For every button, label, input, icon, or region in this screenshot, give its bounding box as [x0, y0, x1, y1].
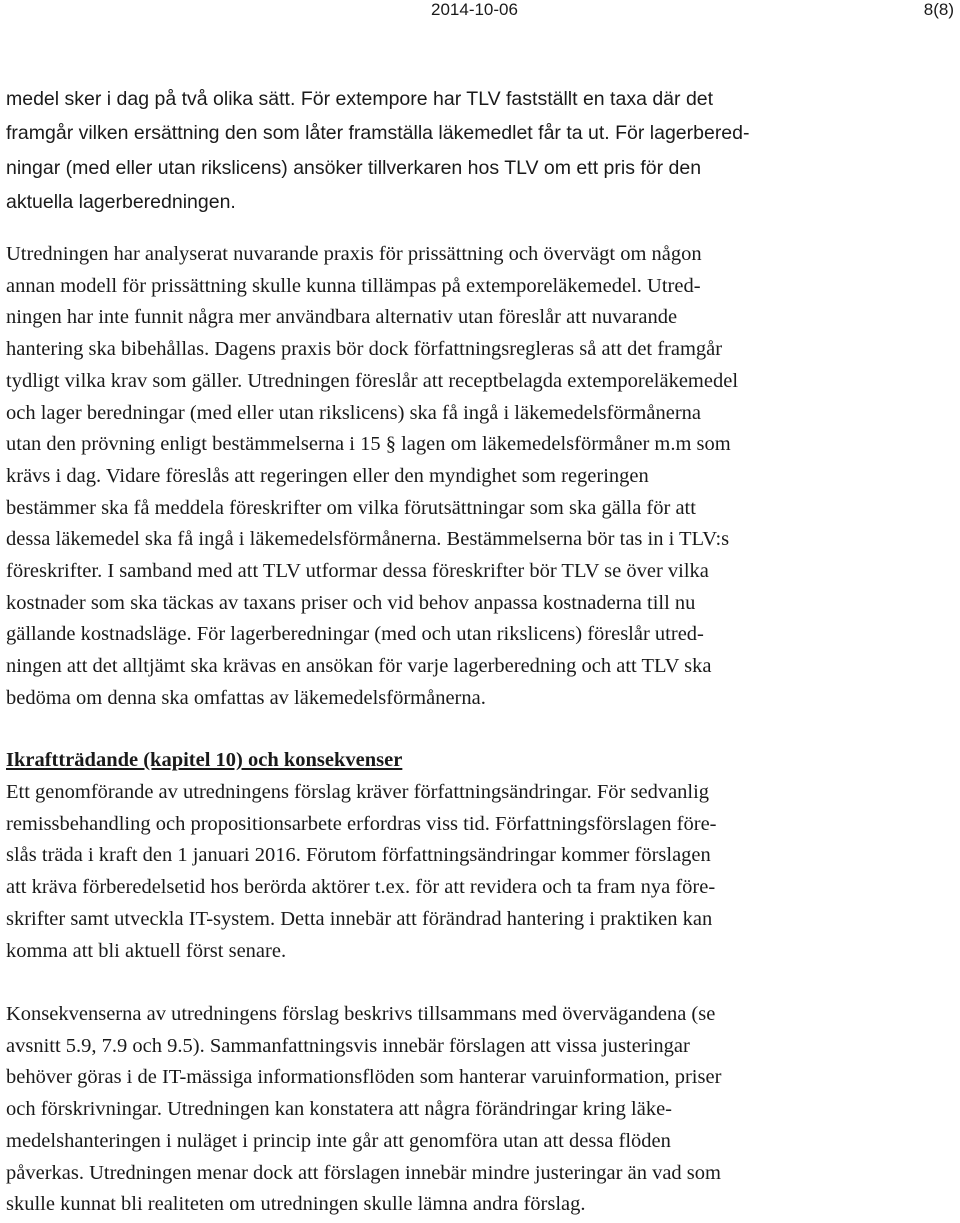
text-line: framgår vilken ersättning den som låter framställa läkemedlet får ta ut. För lagerbered-: [6, 122, 750, 145]
text-line: tydligt vilka krav som gäller. Utredningen föreslår att receptbelagda extemporeläkemedel: [6, 369, 739, 392]
text-line: utan den prövning enligt bestämmelserna i 15 § lagen om läkemedelsförmåner m.m som: [6, 433, 731, 456]
text-line: behöver göras i de IT-mässiga informationsflöden som hanterar varuinformation, priser: [6, 1066, 722, 1089]
text-line: Ett genomförande av utredningens förslag kräver författningsändringar. För sedvanlig: [6, 781, 710, 803]
text-line: och förskrivningar. Utredningen kan konstatera att några förändringar kring läke-: [6, 1098, 673, 1121]
text-line: bedöma om denna ska omfattas av läkemedelsförmånerna.: [6, 686, 486, 709]
text-line: föreskrifter. I samband med att TLV utformar dessa föreskrifter bör TLV se över vilka: [6, 560, 709, 583]
text-line: annan modell för prissättning skulle kunna tillämpas på extemporeläkemedel. Utred-: [6, 274, 701, 297]
text-line: påverkas. Utredningen menar dock att förslagen innebär mindre justeringar än vad som: [6, 1161, 721, 1184]
page-header: [0, 0, 960, 22]
paragraph-2: [6, 239, 956, 715]
text-line: och lager beredningar (med eller utan rikslicens) ska få ingå i läkemedelsförmånerna: [6, 401, 701, 424]
paragraph-3: [6, 777, 956, 967]
text-line: krävs i dag. Vidare föreslås att regeringen eller den myndighet som regeringen: [6, 464, 649, 487]
text-line: kostnader som ska täckas av taxans priser och vid behov anpassa kostnaderna till nu: [6, 591, 696, 614]
text-line: avsnitt 5.9, 7.9 och 9.5). Sammanfattningsvis innebär förslagen att vissa justeringar: [6, 1034, 690, 1057]
text-line: dessa läkemedel ska få ingå i läkemedelsförmånerna. Bestämmelserna bör tas in i TLV:s: [6, 528, 730, 551]
text-line: hantering ska bibehållas. Dagens praxis bör dock författningsregleras så att det framgår: [6, 338, 723, 361]
text-line: Konsekvenserna av utredningens förslag beskrivs tillsammans med övervägandena (se: [6, 1003, 716, 1025]
text-line: bestämmer ska få meddela föreskrifter om vilka förutsättningar som ska gälla för att: [6, 496, 696, 519]
text-line: slås träda i kraft den 1 januari 2016. Förutom författningsändringar kommer förslagen: [6, 844, 711, 867]
text-line: Utredningen har analyserat nuvarande praxis för prissättning och övervägt om någon: [6, 243, 702, 265]
text-line: medelshanteringen i nuläget i princip inte går att genomföra utan att dessa flöden: [6, 1129, 671, 1152]
text-line: komma att bli aktuell först senare.: [6, 939, 287, 962]
text-line: remissbehandling och propositionsarbete erfordras viss tid. Författningsförslagen före-: [6, 812, 717, 835]
paragraph-1: [6, 82, 956, 219]
text-line: gällande kostnadsläge. För lagerberedningar (med och utan rikslicens) föreslår utred-: [6, 623, 704, 646]
paragraph-4: [6, 999, 956, 1221]
text-line: skulle kunnat bli realiteten om utredningen skulle lämna andra förslag.: [6, 1193, 586, 1216]
text-line: ningar (med eller utan rikslicens) ansöker tillverkaren hos TLV om ett pris för den: [6, 156, 702, 179]
text-line: ningen har inte funnit några mer användbara alternativ utan föreslår att nuvarande: [6, 306, 678, 329]
text-line: skrifter samt utveckla IT-system. Detta innebär att förändrad hantering i praktiken kan: [6, 907, 713, 930]
text-line: att kräva förberedelsetid hos berörda aktörer t.ex. för att revidera och ta fram nya före-: [6, 876, 716, 899]
text-line: ningen att det alltjämt ska krävas en ansökan för varje lagerberedning och att TLV ska: [6, 655, 712, 678]
text-line: medel sker i dag på två olika sätt. För extempore har TLV fastställt en taxa där det: [6, 88, 714, 110]
text-line: aktuella lagerberedningen.: [6, 190, 236, 213]
section-heading: Ikraftträdande (kapitel 10) och konsekvenser: [6, 749, 403, 771]
page-number: 8(8): [923, 0, 954, 19]
header-date: 2014-10-06: [431, 0, 518, 19]
